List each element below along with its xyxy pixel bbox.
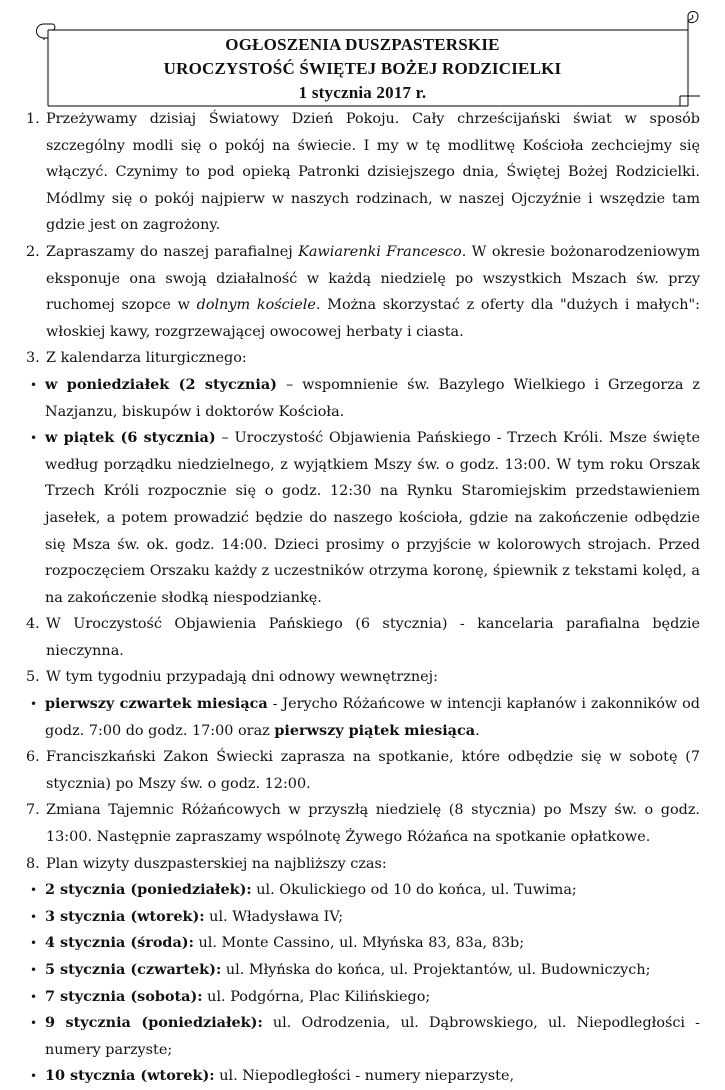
item-number: 7. (26, 802, 40, 819)
visit-streets: ul. Władysława IV; (204, 908, 344, 925)
visit-streets: ul. Monte Cassino, ul. Młyńska 83, 83a, 83b; (193, 935, 525, 952)
item-emphasis: dolnym kościele (196, 297, 316, 314)
announcement-7 (26, 797, 700, 850)
item-text: . Można skorzystać z oferty dla "dużych i małych": włoskiej kawy, rozgrzewającej owocowej herbaty i ciasta. (46, 297, 700, 340)
announcement-3 (26, 345, 700, 372)
item-number: 1. (26, 111, 40, 127)
renewal-bullet-1 (26, 691, 700, 744)
item-text: Z kalendarza liturgicznego: (46, 350, 247, 367)
bullet-text: . (475, 722, 480, 739)
visit-bullet-5 (26, 984, 700, 1011)
visit-date: 10 stycznia (wtorek): (45, 1067, 215, 1085)
visit-date: 5 stycznia (czwartek): (45, 961, 222, 978)
visit-streets: ul. Okulickiego od 10 do końca, ul. Tuwima; (251, 882, 577, 899)
announcement-8 (26, 851, 700, 878)
visit-date: 4 stycznia (środa): (45, 934, 194, 952)
visit-date: 7 stycznia (sobota): (45, 987, 203, 1005)
bullet-icon: • (30, 697, 38, 712)
item-text: Zapraszamy do naszej parafialnej (46, 243, 299, 260)
bullet-icon: • (30, 431, 38, 446)
bullet-text: – wspomnienie św. Bazylego Wielkiego i Grzegorza z Nazjanzu, biskupów i doktorów Kościoła. (45, 376, 700, 420)
bullet-icon: • (30, 883, 38, 898)
bullet-icon: • (30, 1016, 38, 1031)
item-number: 2. (26, 243, 40, 260)
bullet-icon: • (30, 1069, 38, 1084)
liturgical-bullet-2 (26, 425, 700, 611)
visit-bullet-7 (26, 1063, 700, 1090)
bullet-bold: w piątek (6 stycznia) (45, 429, 216, 447)
header-title-line1: OGŁOSZENIA DUSZPASTERSKIE (225, 35, 500, 54)
header-title-line2: UROCZYSTOŚĆ ŚWIĘTEJ BOŻEJ RODZICIELKI (163, 59, 562, 78)
item-number: 3. (26, 350, 40, 367)
item-text: . W okresie bożonarodzeniowym eksponuje ona swoją działalność w każdą niedzielę po wszystkich Mszach św. przy ruchomej szopce w (46, 243, 700, 314)
liturgical-bullet-1 (26, 372, 700, 425)
item-text: W tym tygodniu przypadają dni odnowy wewnętrznej: (46, 669, 438, 686)
bullet-icon: • (30, 936, 38, 951)
bullet-text: - Jerycho Różańcowe w intencji kapłanów i zakonników od godz. 7:00 do godz. 17:00 oraz (45, 696, 700, 739)
announcement-6 (26, 744, 700, 797)
visit-date: 9 stycznia (poniedziałek): (45, 1014, 263, 1032)
bullet-bold: w poniedziałek (2 stycznia) (45, 375, 277, 393)
visit-bullet-6 (26, 1010, 700, 1063)
visit-date: 3 stycznia (wtorek): (45, 907, 205, 925)
item-text: Zmiana Tajemnic Różańcowych w przyszłą niedzielę (8 stycznia) po Mszy św. o godz. 13:00. Następnie zapraszamy wspólnotę Żywego Różańca na spotkanie opłatkowe. (46, 802, 700, 846)
bullet-icon: • (30, 989, 38, 1004)
bullet-bold: pierwszy czwartek miesiąca (45, 695, 268, 713)
item-number: 6. (26, 749, 40, 766)
visit-bullet-4 (26, 957, 700, 984)
visit-date: 2 stycznia (poniedziałek): (45, 881, 252, 899)
item-text: Plan wizyty duszpasterskiej na najbliższy czas: (46, 855, 387, 872)
item-number: 8. (26, 855, 40, 872)
visit-streets: ul. Niepodległości - numery nieparzyste, (214, 1068, 515, 1085)
announcement-2 (26, 239, 700, 345)
scroll-banner (0, 0, 725, 115)
bullet-text: – Uroczystość Objawienia Pańskiego - Trzech Króli. Msze święte według porządku niedzielnego, z wyjątkiem Mszy św. o godz. 13:00. W tym roku Orszak Trzech Króli rozpocznie się o godz. 12:30 na Rynku Staromiejskim przedstawieniem jasełek, a potem prowadzić będzie do naszego kościoła, gdzie na zakończenie odbędzie się Msza św. ok. godz. 14:00. Dzieci prosimy o przyjście w kolorowych strojach. Przed rozpoczęciem Orszaku każdy z uczestników otrzyma koronę, śpiewnik z tekstami kolęd, a na zakończenie słodką niespodziankę. (45, 430, 700, 606)
visit-bullet-1 (26, 877, 700, 904)
visit-streets: ul. Odrodzenia, ul. Dąbrowskiego, ul. Niepodległości - numery parzyste; (45, 1015, 701, 1058)
bullet-icon: • (30, 963, 38, 977)
visit-streets: ul. Podgórna, Plac Kilińskiego; (202, 988, 431, 1005)
visit-bullet-2 (26, 904, 700, 931)
bullet-bold: pierwszy piątek miesiąca (274, 721, 476, 739)
header-date: 1 stycznia 2017 r. (298, 83, 427, 102)
visit-bullet-3 (26, 930, 700, 957)
item-text: Przeżywamy dzisiaj Światowy Dzień Pokoju. Cały chrześcijański świat w sposób szczególny modli się o pokój na świecie. I my w tę modlitwę Kościoła zechciejmy się włączyć. Czynimy to pod opieką Patronki dzisiejszego dnia, Świętej Bożej Rodzicielki. Módlmy się o pokój najpierw w naszych rodzinach, w naszej Ojczyźnie i wszędzie tam gdzie jest on zagrożony. (46, 111, 700, 234)
bullet-icon: • (30, 909, 38, 924)
item-emphasis: Kawiarenki Francesco (298, 243, 462, 260)
announcements-list (26, 106, 700, 1090)
announcement-1 (26, 106, 700, 239)
item-number: 5. (26, 669, 40, 686)
bullet-icon: • (30, 377, 38, 392)
item-text: Franciszkański Zakon Świecki zaprasza na spotkanie, które odbędzie się w sobotę (7 stycznia) po Mszy św. o godz. 12:00. (46, 749, 700, 792)
item-number: 4. (26, 616, 40, 633)
visit-streets: ul. Młyńska do końca, ul. Projektantów, ul. Budowniczych; (221, 962, 651, 978)
announcement-4 (26, 611, 700, 664)
item-text: W Uroczystość Objawienia Pańskiego (6 stycznia) - kancelaria parafialna będzie nieczynna. (46, 616, 700, 659)
announcement-5 (26, 664, 700, 691)
